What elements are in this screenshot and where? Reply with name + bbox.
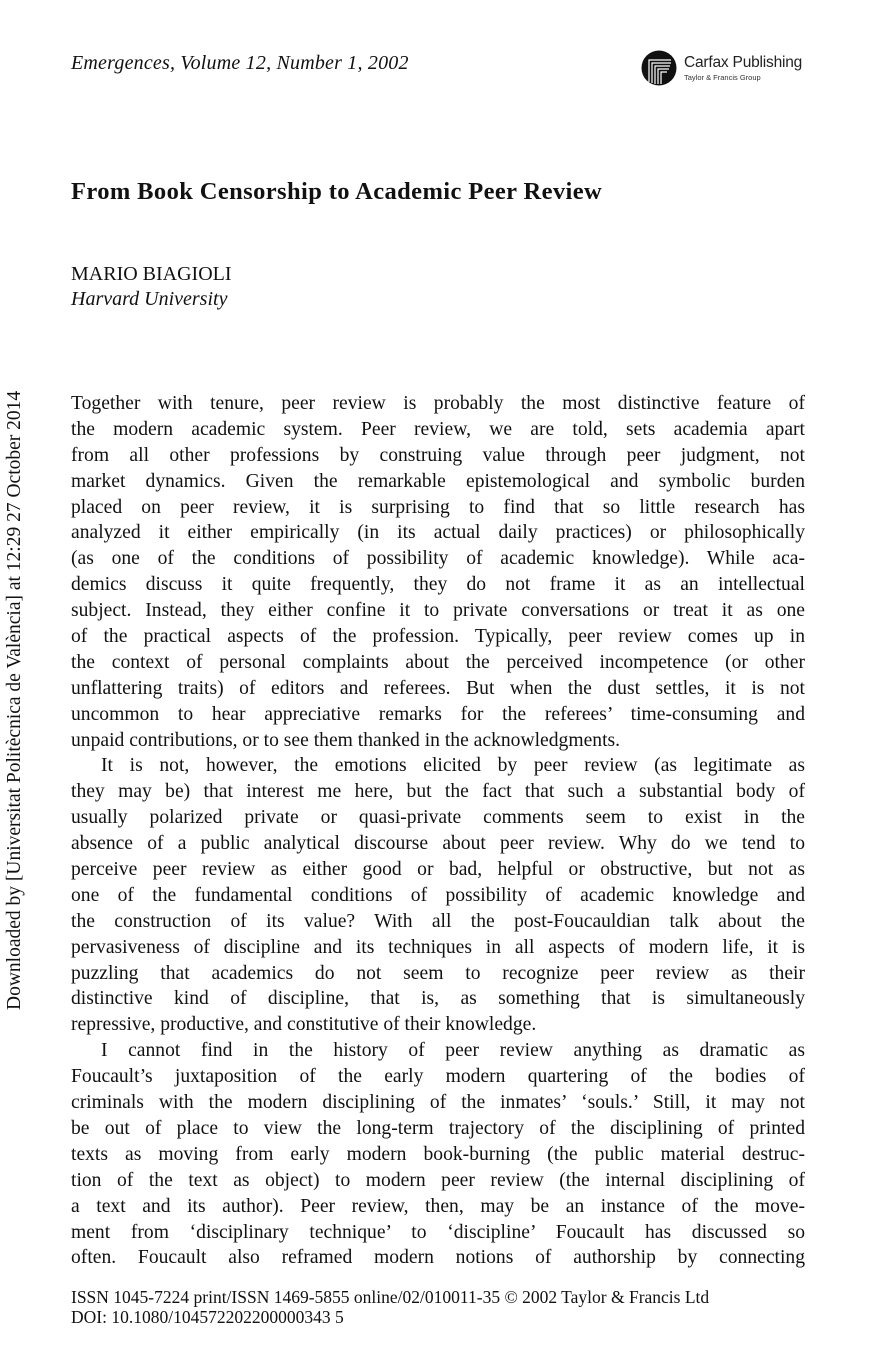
text-line: usually polarized private or quasi-private comments seem to exist in the	[71, 807, 805, 829]
text-line: I cannot find in the history of peer review anything as dramatic as	[101, 1040, 805, 1062]
text-line: often. Foucault also reframed modern notions of authorship by connecting	[71, 1247, 805, 1269]
text-line: absence of a public analytical discourse about peer review. Why do we tend to	[71, 833, 805, 855]
text-line: It is not, however, the emotions elicited by peer review (as legitimate as	[101, 755, 805, 777]
text-line: pervasiveness of discipline and its techniques in all aspects of modern life, it is	[71, 936, 805, 958]
article-body	[71, 391, 805, 1271]
paragraph	[71, 753, 805, 1038]
text-line: puzzling that academics do not seem to recognize peer review as their	[71, 962, 805, 984]
text-line: from all other professions by construing value through peer judgment, not	[71, 444, 805, 466]
author-block	[71, 262, 232, 312]
text-line: subject. Instead, they either confine it to private conversations or treat it as one	[71, 600, 805, 622]
text-line: Foucault’s juxtaposition of the early modern quartering of the bodies of	[71, 1066, 805, 1088]
article-title: From Book Censorship to Academic Peer Review	[71, 178, 603, 205]
text-line: tion of the text as object) to modern peer review (the internal disciplining of	[71, 1169, 805, 1191]
text-line: of the practical aspects of the profession. Typically, peer review comes up in	[71, 626, 805, 648]
download-watermark: Downloaded by [Universitat Politècnica de València] at 12:29 27 October 2014	[4, 390, 25, 1010]
text-line: perceive peer review as either good or bad, helpful or obstructive, but not as	[71, 859, 805, 881]
doi-line: DOI: 10.1080/104572202200000343 5	[71, 1307, 344, 1327]
author-affiliation: Harvard University	[71, 288, 228, 310]
text-line: a text and its author). Peer review, then, may be an instance of the move-	[71, 1195, 805, 1217]
journal-citation: Emergences, Volume 12, Number 1, 2002	[71, 52, 409, 74]
text-line: one of the fundamental conditions of possibility of academic knowledge and	[71, 884, 805, 906]
text-line: Together with tenure, peer review is probably the most distinctive feature of	[71, 393, 805, 414]
issn-line: ISSN 1045-7224 print/ISSN 1469-5855 online/02/010011-35 © 2002 Taylor & Francis Ltd	[71, 1287, 710, 1307]
text-line: demics discuss it quite frequently, they do not frame it as an intellectual	[71, 574, 805, 596]
text-line: the modern academic system. Peer review, we are told, sets academia apart	[71, 418, 805, 440]
paragraph	[71, 391, 805, 753]
publisher-logo	[641, 50, 802, 86]
text-line: be out of place to view the long-term trajectory of the disciplining of printed	[71, 1117, 805, 1139]
text-line: they may be) that interest me here, but the fact that such a substantial body of	[71, 781, 805, 803]
author-name: MARIO BIAGIOLI	[71, 263, 232, 285]
text-line: the construction of its value? With all the post-Foucauldian talk about the	[71, 910, 805, 932]
publisher-group: Taylor & Francis Group	[684, 72, 761, 82]
text-line: (as one of the conditions of possibility of academic knowledge). While aca-	[71, 548, 805, 570]
paragraph	[71, 1038, 805, 1271]
text-line: unpaid contributions, or to see them thanked in the acknowledgments.	[71, 729, 621, 751]
text-line: ment from ‘disciplinary technique’ to ‘discipline’ Foucault has discussed so	[71, 1221, 805, 1243]
text-line: criminals with the modern disciplining of the inmates’ ‘souls.’ Still, it may not	[71, 1092, 805, 1114]
publisher-name: Carfax Publishing	[684, 54, 803, 71]
text-line: market dynamics. Given the remarkable epistemological and symbolic burden	[71, 470, 805, 492]
text-line: uncommon to hear appreciative remarks for the referees’ time-consuming and	[71, 703, 805, 725]
text-line: texts as moving from early modern book-burning (the public material destruc-	[71, 1143, 805, 1165]
text-line: distinctive kind of discipline, that is, as something that is simultaneously	[71, 988, 805, 1010]
text-line: the context of personal complaints about the perceived incompetence (or other	[71, 651, 805, 673]
page-footer	[71, 1287, 709, 1327]
text-line: placed on peer review, it is surprising to find that so little research has	[71, 496, 805, 518]
text-line: analyzed it either empirically (in its actual daily practices) or philosophically	[71, 522, 805, 544]
text-line: unflattering traits) of editors and referees. But when the dust settles, it is not	[71, 677, 805, 699]
text-line: repressive, productive, and constitutive of their knowledge.	[71, 1014, 537, 1036]
carfax-logo-icon	[641, 50, 677, 86]
